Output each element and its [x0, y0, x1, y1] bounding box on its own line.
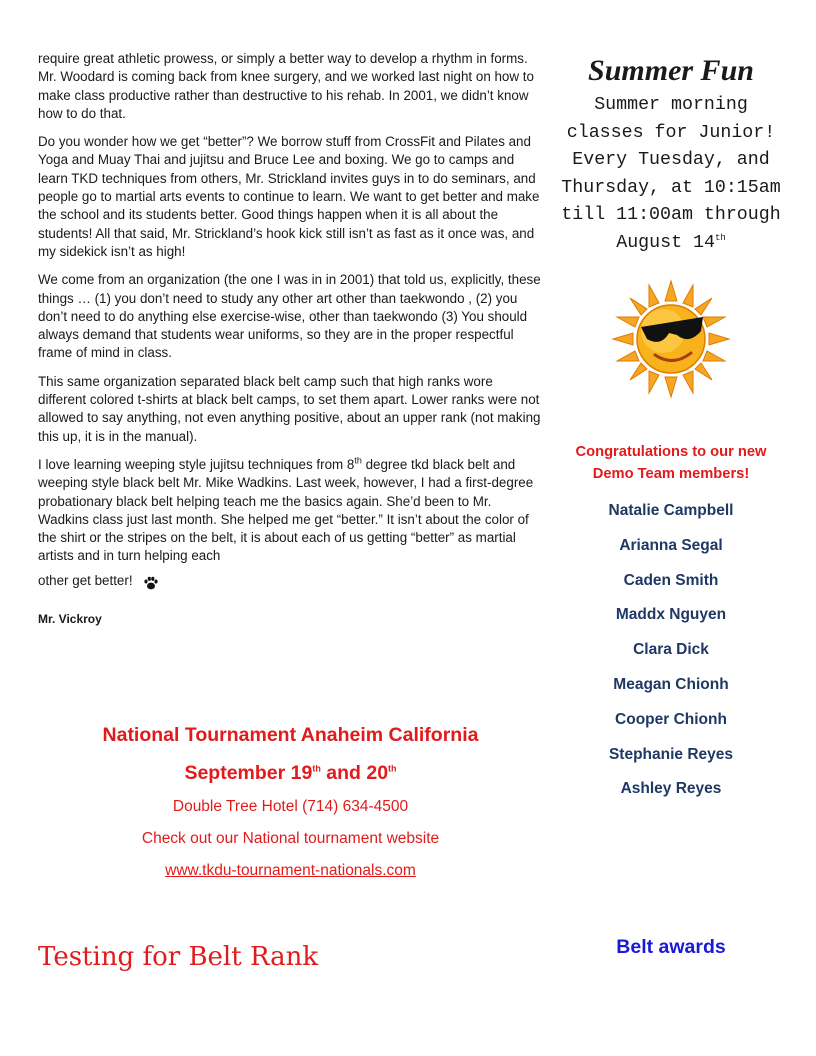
- demo-team-member: Arianna Segal: [619, 536, 723, 554]
- article-closing-line: other get better!: [38, 572, 543, 596]
- belt-awards-heading: Belt awards: [616, 936, 726, 958]
- demo-team-list: [556, 494, 786, 807]
- article-paragraph: require great athletic prowess, or simply a better way to develop a rhythm in forms. Mr. Woodard is coming back from knee surgery, and we worked last night on how to make class productive rather than destructive to his rehab. In 2001, we didn’t know how to do that.: [38, 51, 534, 121]
- demo-team-member: Cooper Chionh: [615, 710, 727, 728]
- demo-team-member: Caden Smith: [623, 571, 719, 589]
- tournament-hotel: Double Tree Hotel (714) 634-4500: [172, 798, 409, 815]
- demo-team-member: Stephanie Reyes: [608, 745, 734, 763]
- tournament-dates: September 19th and 20th: [184, 762, 397, 784]
- summer-fun-title: Summer Fun: [588, 54, 754, 87]
- demo-team-member: Ashley Reyes: [620, 780, 722, 798]
- demo-team-heading: Congratulations to our new Demo Team members!: [575, 444, 767, 482]
- sidebar: [556, 50, 786, 807]
- signature: Mr. Vickroy: [38, 612, 102, 627]
- tournament-title: National Tournament Anaheim California: [102, 724, 479, 746]
- summer-fun-body: Summer morning classes for Junior! Every Tuesday, and Thursday, at 10:15am till 11:00am through August 14th: [561, 95, 781, 253]
- tournament-website-link[interactable]: www.tkdu-tournament-nationals.com: [165, 862, 416, 879]
- paw-print-icon: [143, 575, 159, 596]
- tournament-cta: Check out our National tournament website: [141, 830, 440, 847]
- sun-with-sunglasses-icon: [611, 279, 731, 399]
- tournament-announcement: [38, 722, 543, 880]
- demo-team-member: Maddx Nguyen: [615, 606, 727, 624]
- article-paragraph: I love learning weeping style jujitsu techniques from 8th degree tkd black belt and weeping style black belt Mr. Mike Wadkins. Last week, however, I had a first-degree probationary black belt helping teach me the basics again. She’d been to Mr. Wadkins class just last month. She helped me get “better.” It isn’t about the color of the shirt or the stripes on the belt, it is about each of us getting “better” as martial artists and in turn helping each: [38, 455, 534, 564]
- newsletter-article: [38, 50, 543, 628]
- demo-team-member: Natalie Campbell: [608, 502, 734, 519]
- article-paragraph: This same organization separated black belt camp such that high ranks wore different colored t-shirts at black belt camps, to set them apart. Lower ranks were not allowed to say anything, not even anything positive, about an upper rank (not making this up, it is in the manual).: [38, 373, 541, 444]
- demo-team-member: Meagan Chionh: [613, 675, 729, 693]
- testing-heading: Testing for Belt Rank: [38, 942, 319, 972]
- article-paragraph: We come from an organization (the one I was in in 2001) that told us, explicitly, these things … (1) you don’t need to study any other art other than taekwondo , (2) you don’t need to do anything else exercise-wise, other than taekwondo (3) You should always demand that students wear uniforms, so they are in the proper respectful frame of mind in class.: [38, 272, 541, 361]
- article-paragraph: Do you wonder how we get “better”? We borrow stuff from CrossFit and Pilates and Yoga and Muay Thai and jujitsu and Bruce Lee and boxing. We go to camps and learn TKD techniques from others, Mr. Strickland invites guys in to do seminars, and people go to martial arts events to continue to learn. We want to get better and make the school and its students better. Good things happen when it is all about the students! All that said, Mr. Strickland’s hook kick still isn’t as fast as it once was, and my sidekick isn’t as high!: [38, 134, 540, 259]
- demo-team-member: Clara Dick: [633, 641, 709, 659]
